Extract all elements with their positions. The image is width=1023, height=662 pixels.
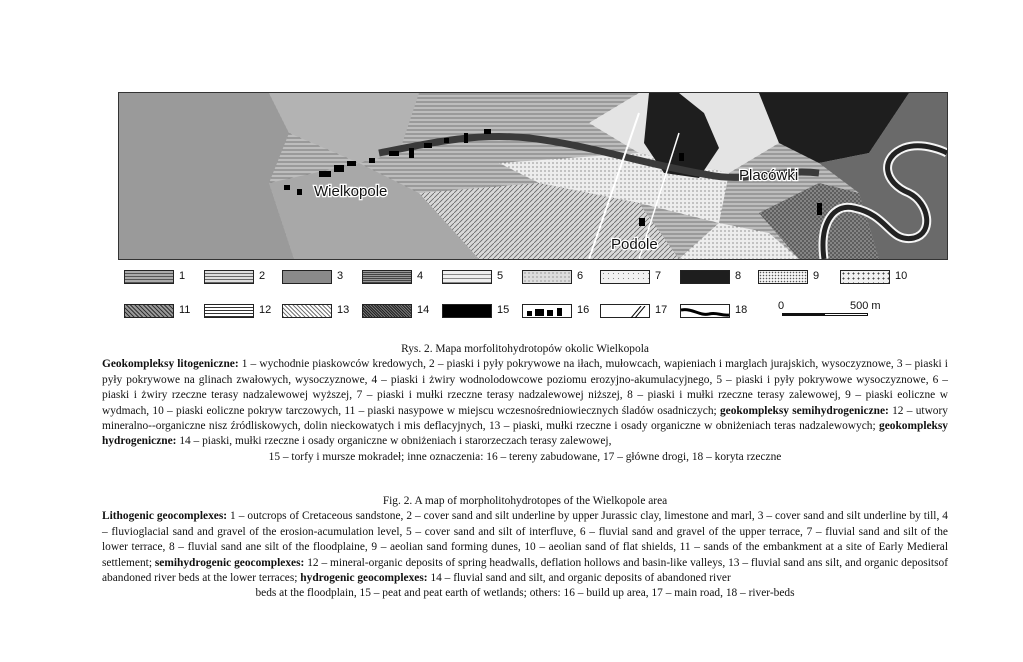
legend-swatch-8: [680, 270, 730, 284]
caption-english-heading-2: semihydrogenic geocomplexes:: [154, 556, 305, 569]
legend-swatch-3: [282, 270, 332, 284]
legend-label-10: 10: [895, 270, 908, 282]
legend-label-17: 17: [655, 304, 668, 316]
caption-polish-heading-3: geokompleksy hydrogeniczne:: [102, 420, 948, 448]
legend-swatch-16: [522, 304, 572, 318]
legend-item-13: [282, 304, 354, 322]
legend-item-7: [600, 270, 672, 288]
legend-swatch-10: [840, 270, 890, 284]
legend-item-15: [442, 304, 514, 322]
legend-item-18: [680, 304, 752, 322]
legend-item-5: [442, 270, 514, 288]
legend-swatch-4: [362, 270, 412, 284]
legend-swatch-18: [680, 304, 730, 318]
legend-swatch-6: [522, 270, 572, 284]
map-canvas: [119, 93, 947, 259]
caption-polish: [102, 342, 948, 465]
caption-english: [102, 494, 948, 602]
legend-label-9: 9: [813, 270, 820, 282]
legend-label-11: 11: [179, 304, 191, 316]
legend-item-14: [362, 304, 434, 322]
caption-polish-text-3: 14 – piaski, mułki rzeczne i osady organiczne w obniżeniach i starorzeczach terasy zalewowej,: [176, 435, 612, 448]
legend-label-14: 14: [417, 304, 430, 316]
legend-swatch-1: [124, 270, 174, 284]
legend-swatch-12: [204, 304, 254, 318]
map-zone-cretaceous: [119, 93, 294, 259]
legend-swatch-7: [600, 270, 650, 284]
legend-swatch-13: [282, 304, 332, 318]
legend-item-4: [362, 270, 434, 288]
legend-item-9: [758, 270, 830, 288]
caption-english-title: Fig. 2. A map of morpholitohydrotopes of the Wielkopole area: [382, 495, 668, 507]
caption-polish-heading-2: geokompleksy semihydrogeniczne:: [719, 404, 889, 417]
caption-english-heading-3: hydrogenic geocomplexes:: [300, 572, 428, 585]
legend-item-17: [600, 304, 672, 322]
legend-swatch-2: [204, 270, 254, 284]
caption-polish-text-2: 12 – utwory mineralno--organiczne nisz źródliskowych, dolin nieckowatych i mis deflacyjnych, 13 – piaski, mułki rzeczne i osady organiczne w obniżeniach teras nadzalewowych;: [102, 404, 948, 433]
caption-english-text-2: 12 – mineral-organic deposits of spring headwalls, deflation hollows and basin-like valleys, 13 – fluvial sand ans silt, and organic depositsof abandoned river beds at the lower terraces;: [102, 556, 948, 585]
legend-item-3: [282, 270, 354, 288]
legend-item-12: [204, 304, 276, 322]
scale-bar: [778, 300, 888, 324]
legend-label-1: 1: [179, 270, 186, 282]
legend-item-1: [124, 270, 196, 288]
legend-label-2: 2: [259, 270, 266, 282]
morpholitohydrotope-map: [118, 92, 948, 260]
place-label-placowki: Placówki: [739, 167, 799, 184]
caption-polish-text-1: 1 – wychodnie piaskowców kredowych, 2 – piaski i pyły pokrywowe na iłach, mułowcach, wapieniach i marglach jurajskich, wysoczyznowe, 3 – piaski i pyły pokrywowe na glinach zwałowych, wysoczyznowe, 4 – piaski i żwiry wodnolodowcowe poziomu erozyjno-akumulacyjnego, 5 – piaski i pyły pokrywowe wysoczyznowe, 6 – piaski i żwiry rzeczne terasy nadzalewowej wyższej, 7 – piaski i mułki rzeczne terasy nadzalewowej niższej, 8 – piaski i mułki rzeczne terasy zalewowej, 9 – piaski eoliczne w wydmach, 10 – piaski eoliczne pokryw tarczowych, 11 – piaski nasypowe w miejscu wczesnośredniowiecznych śladów osadniczych;: [102, 358, 948, 417]
scale-bar-graphic: [782, 313, 868, 316]
legend-swatch-5: [442, 270, 492, 284]
legend-label-6: 6: [577, 270, 584, 282]
place-label-podole: Podole: [611, 236, 658, 253]
caption-polish-title: Rys. 2. Mapa morfolitohydrotopów okolic Wielkopola: [401, 343, 649, 355]
legend-label-8: 8: [735, 270, 742, 282]
legend-label-15: 15: [497, 304, 510, 316]
legend-item-2: [204, 270, 276, 288]
legend-label-5: 5: [497, 270, 504, 282]
legend-swatch-17: [600, 304, 650, 318]
legend-label-4: 4: [417, 270, 424, 282]
place-label-wielkopole: Wielkopole: [314, 183, 388, 200]
caption-english-last-line: beds at the floodplain, 15 – peat and peat earth of wetlands; others: 16 – build up area, 17 – main road, 18 – river-beds: [255, 587, 795, 600]
legend-label-12: 12: [259, 304, 272, 316]
legend-item-6: [522, 270, 594, 288]
legend-label-3: 3: [337, 270, 344, 282]
legend-label-7: 7: [655, 270, 662, 282]
legend-item-10: [840, 270, 912, 288]
legend-item-11: [124, 304, 196, 322]
caption-polish-heading-1: Geokompleksy litogeniczne:: [102, 358, 239, 371]
legend-item-16: [522, 304, 594, 322]
caption-english-heading-1: Lithogenic geocomplexes:: [102, 510, 228, 523]
legend-item-8: [680, 270, 752, 288]
legend-swatch-11: [124, 304, 174, 318]
caption-polish-last-line: 15 – torfy i mursze mokradeł; inne oznaczenia: 16 – tereny zabudowane, 17 – główne drogi, 18 – koryta rzeczne: [268, 450, 782, 463]
scale-start-label: 0: [778, 300, 785, 312]
legend-label-13: 13: [337, 304, 350, 316]
legend-label-18: 18: [735, 304, 748, 316]
caption-english-text-3: 14 – fluvial sand and silt, and organic deposits of abandoned river: [427, 572, 731, 585]
caption-english-text-1: 1 – outcrops of Cretaceous sandstone, 2 – cover sand and silt underline by upper Jurassic clay, limestone and marl, 3 – cover sand and silt underline by till, 4 – fluvioglacial sand and gravel of the erosion-acumulation level, 5 – cover sand and silt of interfluve, 6 – fluvial sand and gravel of the upper terrace, 7 – fluvial sand and silt of the lower terrace, 8 – fluvial sand ane silt of the floodplaine, 9 – aeolian sand forming dunes, 10 – aeolian sand of flat shields, 11 – sands of the embankment at a site of Early Medieral settlement;: [102, 510, 948, 569]
legend-swatch-14: [362, 304, 412, 318]
legend-label-16: 16: [577, 304, 590, 316]
legend-swatch-15: [442, 304, 492, 318]
legend-swatch-9: [758, 270, 808, 284]
scale-end-label: 500 m: [850, 300, 881, 312]
